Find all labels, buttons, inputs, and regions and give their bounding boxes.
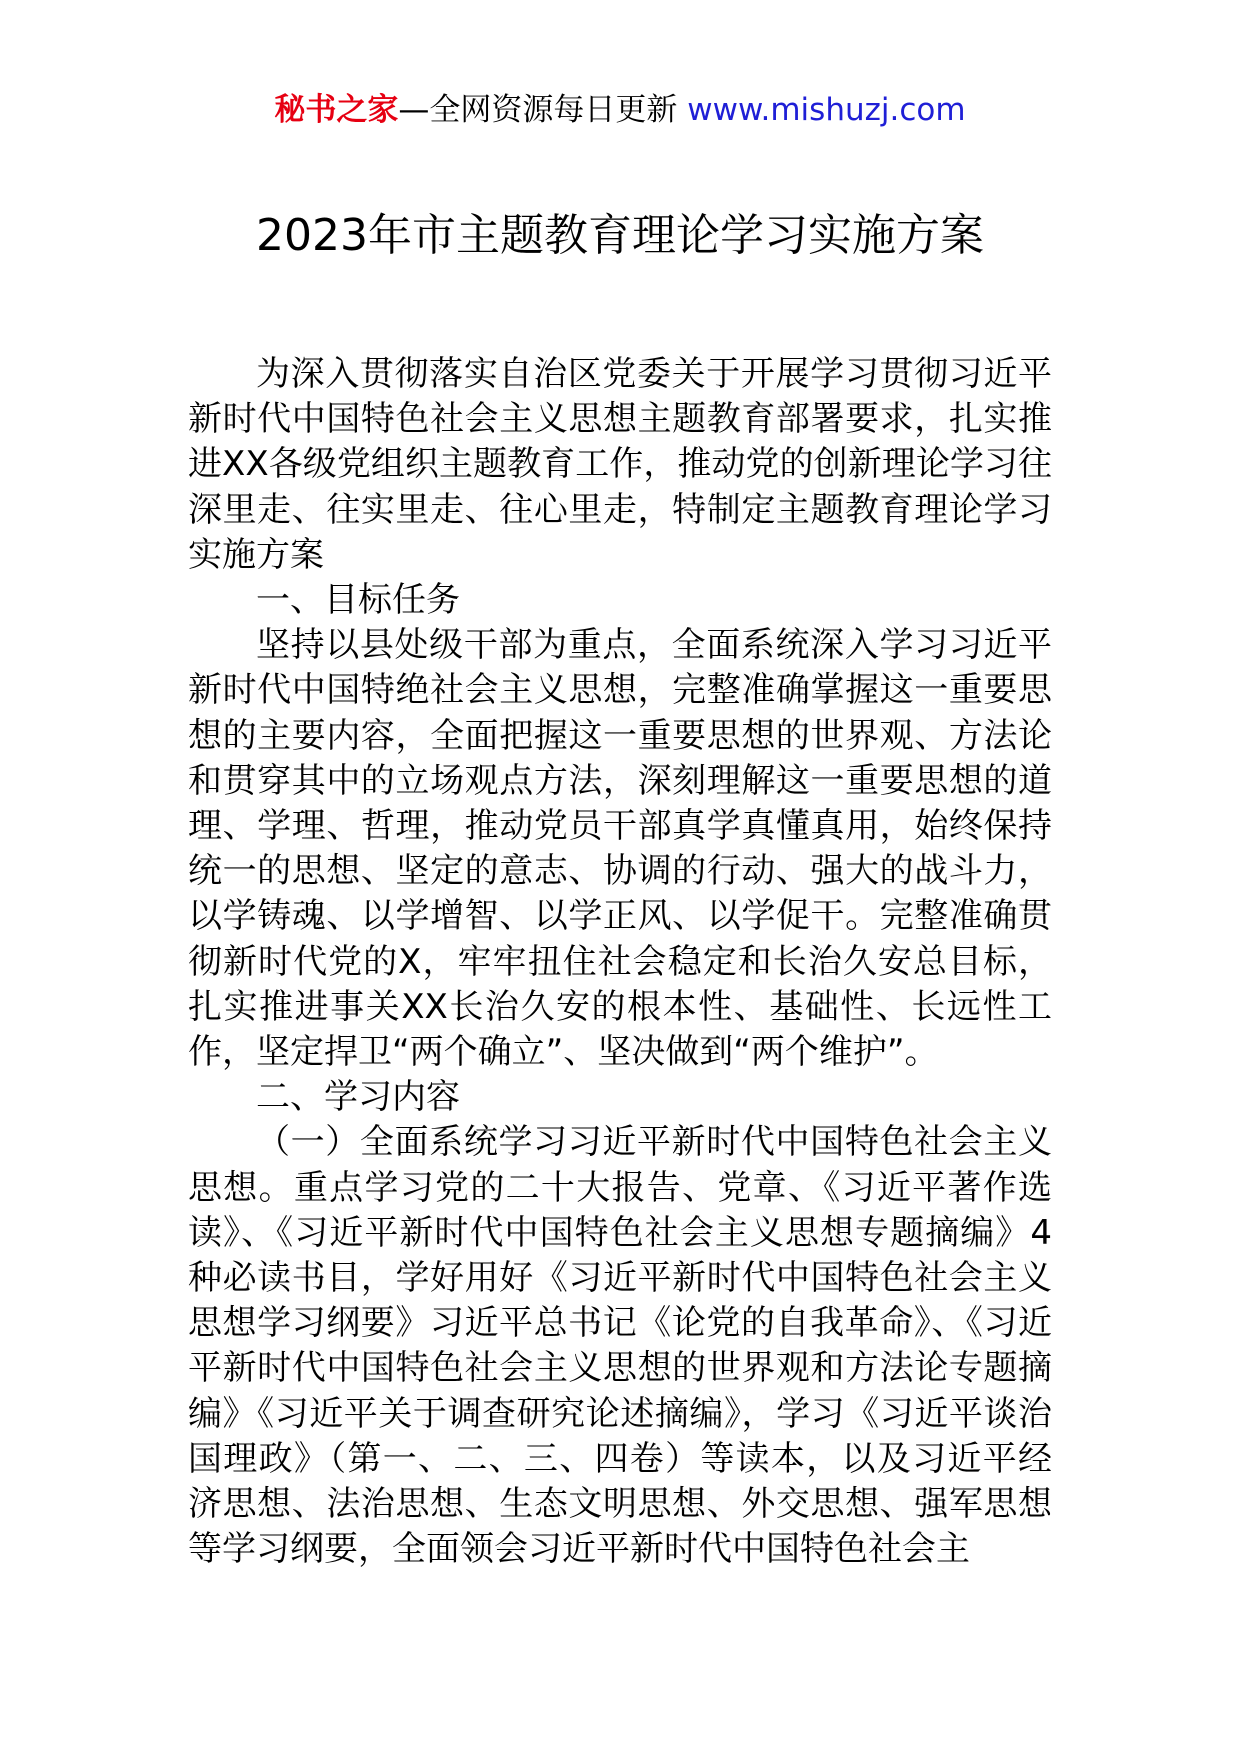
goals-paragraph: 坚持以县处级干部为重点，全面系统深入学习习近平新时代中国特绝社会主义思想，完整准确掌握这一重要思想的主要内容，全面把握这一重要思想的世界观、方法论和贯穿其中的立场观点方法，深刻理解这一重要思想的道理、学理、哲理，推动党员干部真学真懂真用，始终保持统一的思想、坚定的意志、协调的行动、强大的战斗力，以学铸魂、以学增智、以学正风、以学促干。完整准确贯彻新时代党的X，牢牢扭住社会稳定和长治久安总目标，扎实推进事关XX长治久安的根本性、基础性、长远性工作，坚定捍卫“两个确立”、坚决做到“两个维护”。 [188,625,1052,1073]
site-brand: 秘书之家 [274,92,399,128]
section-heading-goals: 一、目标任务 [256,580,460,621]
site-header-banner [0,90,1240,130]
document-body [188,352,1052,1572]
site-url-link[interactable]: www.mishuzj.com [687,92,966,128]
document-title: 2023年市主题教育理论学习实施方案 [256,210,984,261]
intro-paragraph: 为深入贯彻落实自治区党委关于开展学习贯彻习近平新时代中国特色社会主义思想主题教育部署要求，扎实推进XX各级党组织主题教育工作，推动党的创新理论学习往深里走、往实里走、往心里走，特制定主题教育理论学习实施方案 [188,354,1052,575]
content-paragraph-1: （一）全面系统学习习近平新时代中国特色社会主义思想。重点学习党的二十大报告、党章、《习近平著作选读》、《习近平新时代中国特色社会主义思想专题摘编》4种必读书目，学好用好《习近平新时代中国特色社会主义思想学习纲要》习近平总书记《论党的自我革命》、《习近平新时代中国特色社会主义思想的世界观和方法论专题摘编》《习近平关于调查研究论述摘编》，学习《习近平谈治国理政》（第一、二、三、四卷）等读本，以及习近平经济思想、法治思想、生态文明思想、外交思想、强军思想等学习纲要，全面领会习近平新时代中国特色社会主 [188,1122,1052,1570]
site-slogan: —全网资源每日更新 [398,92,688,128]
section-heading-content: 二、学习内容 [256,1077,460,1118]
